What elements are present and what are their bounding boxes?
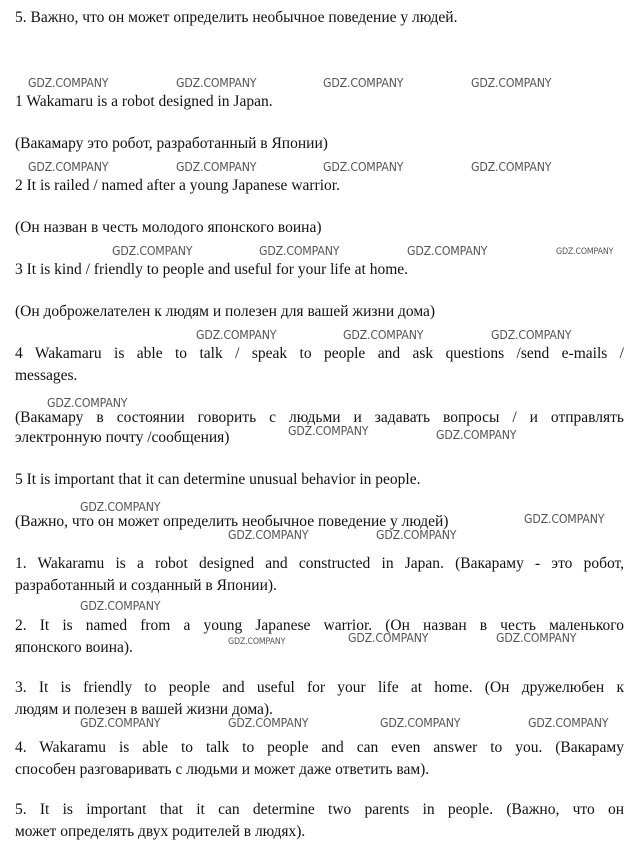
text-line: 1. Wakaramu is a robot designed and constructed in Japan. (Вакараму - это робот, [15, 555, 624, 572]
watermark: GDZ.COMPANY [348, 630, 429, 645]
text-line: 5. Важно, что он может определить необычное поведение у людей. [15, 9, 458, 26]
text-line: 4 Wakamaru is able to talk / speak to people and ask questions /send e-mails / [15, 345, 624, 362]
text-line: 4. Wakaramu is able to talk to people and can even answer to you. (Вакараму [15, 739, 624, 756]
text-line: 3. It is friendly to people and useful for your life at home. (Он дружелюбен к [15, 679, 624, 696]
watermark: GDZ.COMPANY [28, 159, 109, 174]
watermark: GDZ.COMPANY [496, 630, 577, 645]
watermark: GDZ.COMPANY [80, 499, 161, 514]
text-line: 3 It is kind / friendly to people and useful for your life at home. [15, 261, 409, 278]
watermark: GDZ.COMPANY [343, 327, 424, 342]
watermark: GDZ.COMPANY [407, 243, 488, 258]
watermark: GDZ.COMPANY [491, 327, 572, 342]
watermark: GDZ.COMPANY [471, 75, 552, 90]
watermark: GDZ.COMPANY [28, 75, 109, 90]
watermark: GDZ.COMPANY [112, 243, 193, 258]
watermark: GDZ.COMPANY [176, 159, 257, 174]
watermark: GDZ.COMPANY [80, 598, 161, 613]
text-line: (Вакамару это робот, разработанный в Японии) [15, 135, 328, 152]
text-line: электронную почту /сообщения) [15, 429, 230, 446]
text-line: разработанный и созданный в Японии). [15, 577, 277, 594]
text-line: 1 Wakamaru is a robot designed in Japan. [15, 93, 273, 110]
watermark: GDZ.COMPANY [228, 715, 309, 730]
watermark: GDZ.COMPANY [80, 715, 161, 730]
watermark: GDZ.COMPANY [323, 75, 404, 90]
text-line: 2 It is railed / named after a young Japanese warrior. [15, 177, 340, 194]
text-line: может определять двух родителей в людях). [15, 823, 306, 840]
text-line: 5 It is important that it can determine unusual behavior in people. [15, 471, 421, 488]
watermark: GDZ.COMPANY [556, 247, 614, 257]
watermark: GDZ.COMPANY [323, 159, 404, 174]
text-line: (Вакамару в состоянии говорить с людьми и задавать вопросы / и отправлять [15, 409, 624, 426]
watermark: GDZ.COMPANY [176, 75, 257, 90]
watermark: GDZ.COMPANY [436, 427, 517, 442]
text-line: (Он доброжелателен к людям и полезен для вашей жизни дома) [15, 303, 436, 320]
text-line: (Важно, что он может определить необычное поведение у людей) [15, 513, 449, 530]
watermark: GDZ.COMPANY [228, 637, 286, 647]
watermark: GDZ.COMPANY [524, 511, 605, 526]
watermark: GDZ.COMPANY [471, 159, 552, 174]
watermark: GDZ.COMPANY [196, 327, 277, 342]
text-line: способен разговаривать с людьми и может даже ответить вам). [15, 761, 430, 778]
watermark: GDZ.COMPANY [288, 423, 369, 438]
text-line: messages. [15, 367, 78, 384]
watermark: GDZ.COMPANY [228, 527, 309, 542]
watermark: GDZ.COMPANY [376, 527, 457, 542]
text-line: (Он назван в честь молодого японского воина) [15, 219, 322, 236]
text-line: 5. It is important that it can determine two parents in people. (Важно, что он [15, 801, 624, 818]
watermark: GDZ.COMPANY [47, 395, 128, 410]
watermark: GDZ.COMPANY [380, 715, 461, 730]
text-line: японского воина). [15, 639, 133, 656]
text-line: людям и полезен в вашей жизни дома). [15, 701, 273, 718]
watermark: GDZ.COMPANY [259, 243, 340, 258]
text-line: 2. It is named from a young Japanese warrior. (Он назван в честь маленького [15, 617, 624, 634]
watermark: GDZ.COMPANY [528, 715, 609, 730]
